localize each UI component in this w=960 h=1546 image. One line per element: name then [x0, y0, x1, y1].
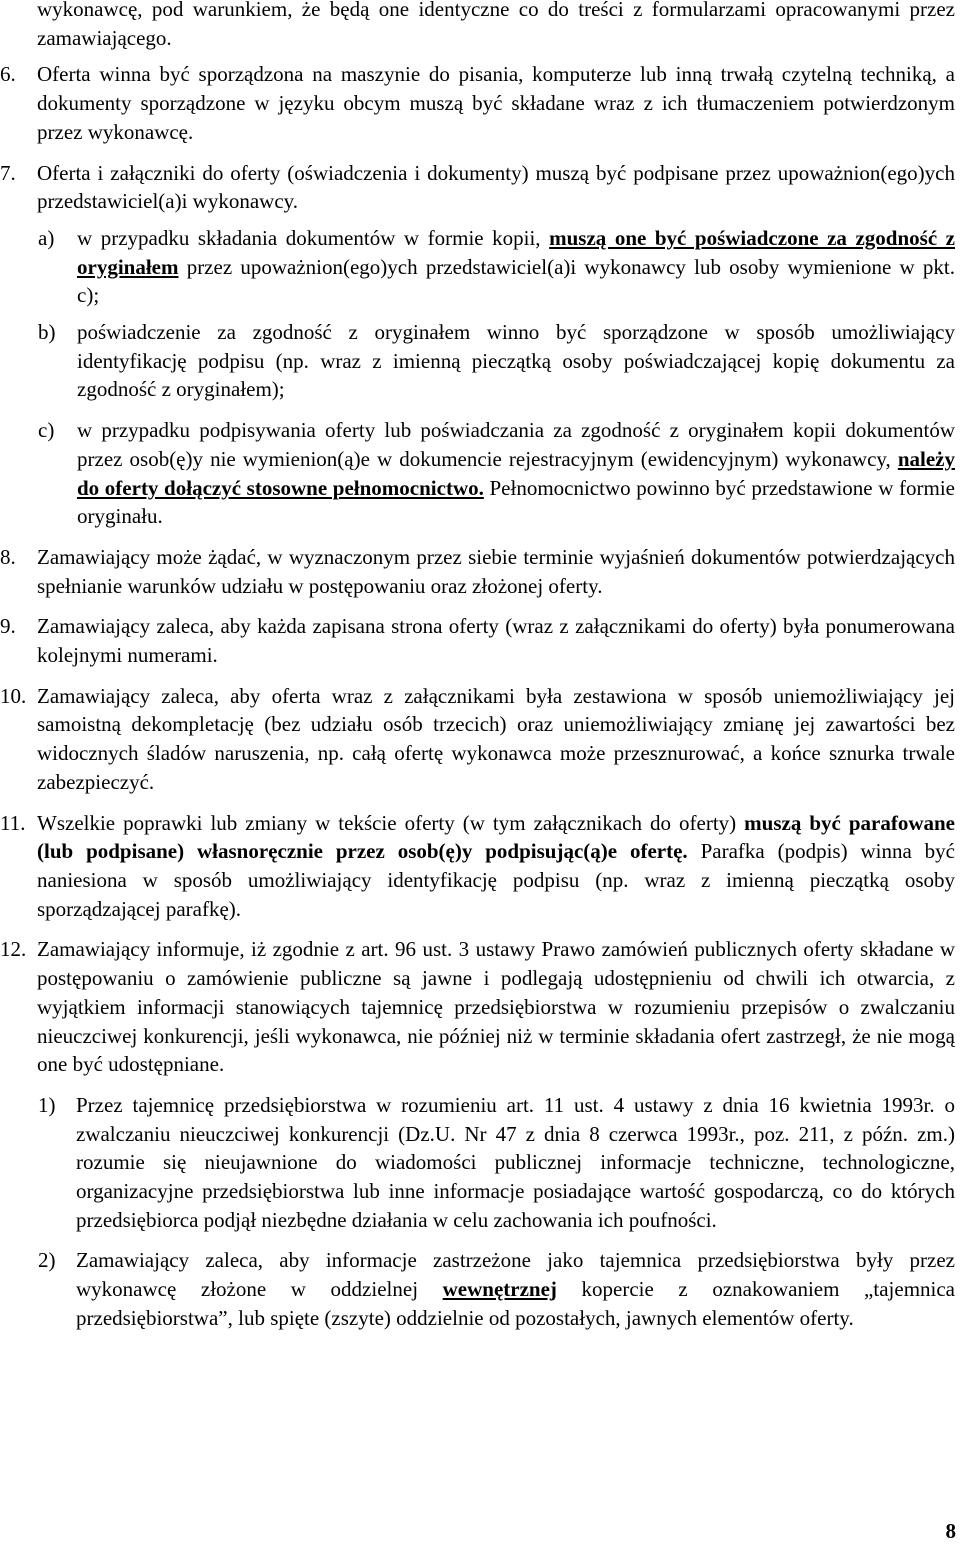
item-text: Zamawiający zaleca, aby każda zapisana strona oferty (wraz z załącznikami do oferty) była ponumerowana kolejnymi numerami. — [37, 614, 955, 668]
item-12-2 — [0, 1246, 955, 1332]
sub-number: 2) — [38, 1248, 56, 1273]
item-7 — [0, 159, 955, 216]
item-11 — [0, 809, 955, 924]
intro-continuation: wykonawcę, pod warunkiem, że będą one identyczne co do treści z formularzami opracowanymi przez zamawiającego. — [37, 0, 955, 50]
page-number: 8 — [945, 1519, 956, 1543]
item-number: 8. — [0, 544, 16, 569]
item-text: Wszelkie poprawki lub zmiany w tekście oferty (w tym załącznikach do oferty) muszą być parafowane (lub podpisane) własnoręcznie przez osob(ę)y podpisując(ą)e ofertę. Parafka (podpis) winna być naniesiona w sposób umożliwiający identyfikację podpisu (np. wraz z imienną pieczątką osoby sporządzającej parafkę). — [37, 810, 956, 921]
item-text: Zamawiający informuje, iż zgodnie z art. 96 ust. 3 ustawy Prawo zamówień publicznych oferty składane w postępowaniu o zamówienie publiczne są jawne i podlegają udostępnieniu od chwili ich otwarcia, z wyjątkiem informacji stanowiących tajemnicę przedsiębiorstwa w rozumieniu przepisów o zwalczaniu nieuczciwej konkurencji, jeśli wykonawca, nie później niż w terminie składania ofert zastrzegł, że nie mogą one być udostępniane. — [37, 937, 955, 1077]
sub-text: Przez tajemnicę przedsiębiorstwa w rozumieniu art. 11 ust. 4 ustawy z dnia 16 kwietnia 1993r. o zwalczaniu nieuczciwej konkurencji (Dz.U. Nr 47 z dnia 8 czerwca 1993r., poz. 211, z późn. zm.) rozumie się nieujawnione do wiadomości publicznej informacje techniczne, technologiczne, organizacyjne przedsiębiorstwa lub inne informacje posiadające wartość gospodarczą, co do których przedsiębiorca podjął niezbędne działania w celu zachowania ich poufności. — [76, 1092, 955, 1232]
item-text: Oferta i załączniki do oferty (oświadczenia i dokumenty) muszą być podpisane przez upoważnion(ego)ych przedstawiciel(a)i wykonawcy. — [37, 160, 955, 214]
emphasis: wewnętrznej — [442, 1277, 557, 1302]
item-text: Zamawiający może żądać, w wyznaczonym przez siebie terminie wyjaśnień dokumentów potwierdzających spełnianie warunków udziału w postępowaniu oraz złożonej oferty. — [37, 544, 955, 598]
sub-text: poświadczenie za zgodność z oryginałem winno być sporządzone w sposób umożliwiający identyfikację podpisu (np. wraz z imienną pieczątką osoby poświadczającej kopię dokumentu za zgodność z oryginałem); — [77, 320, 955, 402]
item-number: 6. — [0, 62, 16, 87]
item-number: 10. — [0, 683, 27, 708]
item-number: 12. — [0, 937, 27, 962]
sub-letter: b) — [38, 320, 56, 345]
emphasis: muszą one być poświadczone za zgodność z oryginałem — [77, 225, 955, 279]
item-7c — [0, 416, 955, 531]
item-12 — [0, 935, 955, 1079]
sub-text: Zamawiający zaleca, aby informacje zastrzeżone jako tajemnica przedsiębiorstwa były przez wykonawcę złożone w oddzielnej wewnętrznej kopercie z oznakowaniem „tajemnica przedsiębiorstwa”, lub spięte (zszyte) oddzielnie od pozostałych, jawnych elementów oferty. — [76, 1248, 955, 1330]
item-number: 9. — [0, 614, 16, 639]
item-9 — [0, 612, 955, 669]
item-number: 7. — [0, 160, 16, 185]
item-12-1 — [0, 1091, 955, 1235]
item-text: Zamawiający zaleca, aby oferta wraz z załącznikami była zestawiona w sposób uniemożliwiający jej samoistną dekompletację (bez udziału osób trzecich) oraz uniemożliwiający zmianę jej zawartości bez widocznych śladów naruszenia, np. całą ofertę wykonawca może przesznurować, a końce sznurka trwale zabezpieczyć. — [37, 683, 955, 794]
sub-letter: a) — [38, 225, 55, 250]
item-10 — [0, 682, 955, 797]
item-number: 11. — [0, 810, 26, 835]
sub-letter: c) — [38, 418, 55, 443]
sub-number: 1) — [38, 1092, 56, 1117]
item-text: Oferta winna być sporządzona na maszynie do pisania, komputerze lub inną trwałą czytelną techniką, a dokumenty sporządzone w języku obcym muszą być składane wraz z ich tłumaczeniem potwierdzonym przez wykonawcę. — [37, 62, 955, 144]
item-6 — [0, 60, 955, 146]
sub-text: w przypadku składania dokumentów w formie kopii, muszą one być poświadczone za zgodność z oryginałem przez upoważnion(ego)ych przedstawiciel(a)i wykonawcy lub osoby wymienione w pkt. c); — [77, 225, 955, 308]
item-7b — [0, 318, 955, 404]
emphasis: należy do oferty dołączyć stosowne pełnomocnictwo. — [77, 446, 955, 500]
sub-text: w przypadku podpisywania oferty lub poświadczania za zgodność z oryginałem kopii dokumentów przez osob(ę)y nie wymienion(ą)e w dokumencie rejestracyjnym (ewidencyjnym) wykonawcy, należy do oferty dołączyć stosowne pełnomocnictwo. Pełnomocnictwo powinno być przedstawione w formie oryginału. — [77, 418, 955, 529]
item-7a — [0, 224, 955, 310]
emphasis: muszą być parafowane (lub podpisane) własnoręcznie przez osob(ę)y podpisując(ą)e ofertę. — [37, 810, 955, 864]
item-8 — [0, 543, 955, 600]
